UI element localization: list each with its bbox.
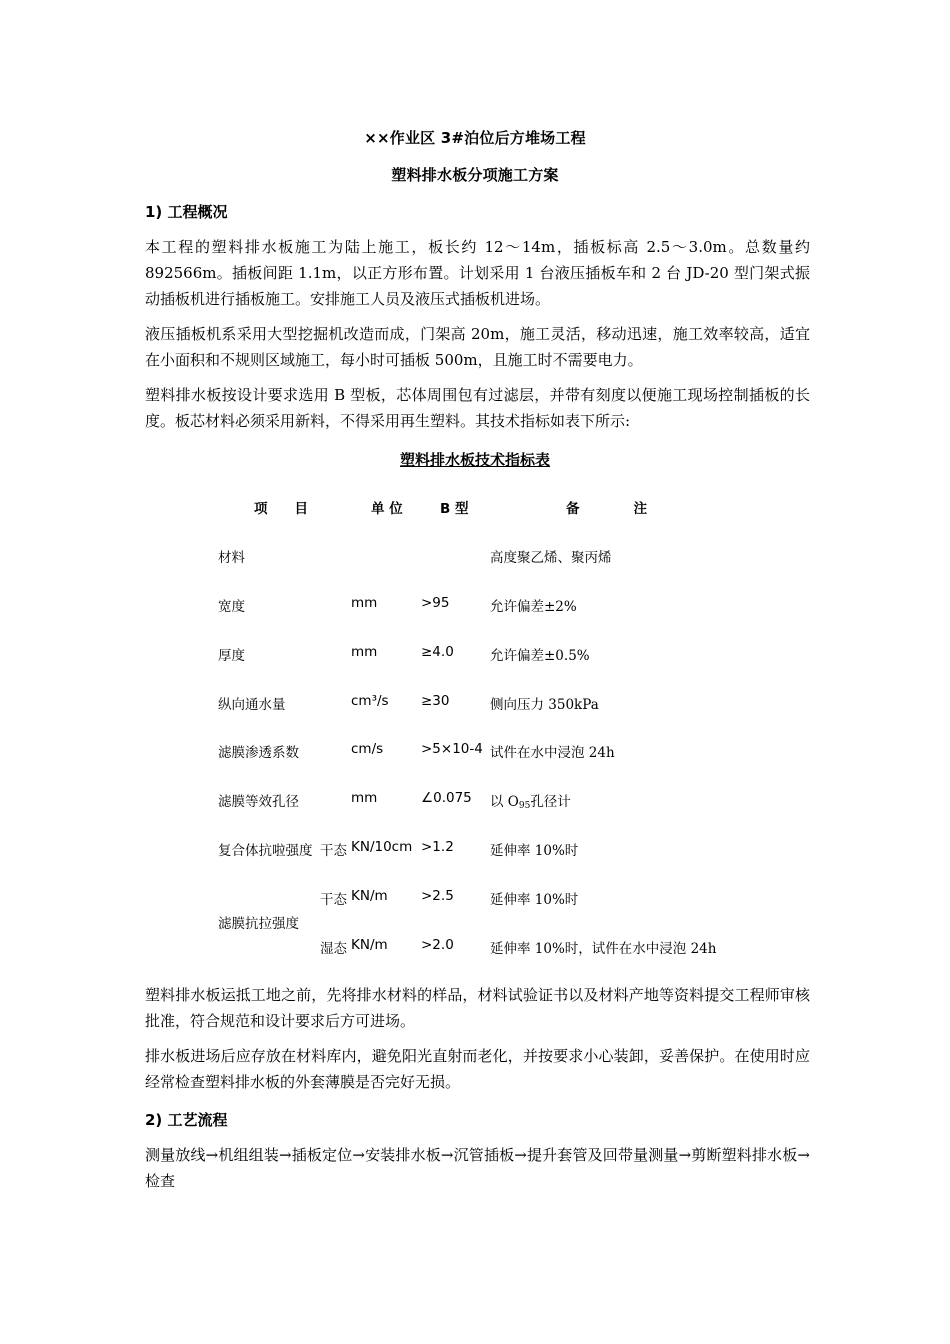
table-cell-value: ≥4.0 [421, 644, 454, 660]
section-heading-process: 2) 工艺流程 [145, 1111, 228, 1129]
table-header-remark: 备 注 [566, 501, 647, 517]
table-cell-remark [490, 790, 571, 811]
table-cell-remark: 侧向压力 350kPa [490, 697, 599, 713]
table-cell-remark: 延伸率 10%时，试件在水中浸泡 24h [490, 941, 717, 957]
table-cell-remark: 延伸率 10%时 [490, 892, 579, 908]
table-cell-value: >95 [421, 595, 450, 611]
paragraph-overview: 本工程的塑料排水板施工为陆上施工，板长约 12～14m，插板标高 2.5～3.0m。总数量约 892566m。插板间距 1.1m，以正方形布置。计划采用 1 台液压插板车和 2 台 JD-20 型门架式振动插板机进行插板施工。安排施工人员及液压式插板机进场。 [145, 238, 810, 308]
table-cell-value: >5×10-4 [421, 741, 483, 757]
table-cell-sub-condition: 湿态 [320, 941, 347, 957]
table-cell-value: ≥30 [421, 693, 450, 709]
table-header-btype: B 型 [440, 501, 469, 517]
table-cell-value: >2.0 [421, 937, 454, 953]
table-cell-unit: mm [351, 644, 378, 660]
table-header-item: 项 目 [254, 501, 308, 517]
table-cell-value: >1.2 [421, 839, 454, 855]
remark-prefix: 以 O [490, 794, 519, 810]
table-cell-item: 复合体抗啦强度 [218, 843, 313, 859]
document-title: ××作业区 3#泊位后方堆场工程 [364, 129, 586, 147]
table-cell-item: 宽度 [218, 599, 245, 615]
table-cell-item: 滤膜抗拉强度 [218, 916, 299, 932]
table-cell-unit: KN/m [351, 888, 388, 904]
table-cell-unit: cm/s [351, 741, 384, 757]
paragraph-material-approval: 塑料排水板运抵工地之前，先将排水材料的样品，材料试验证书以及材料产地等资料提交工程师审核批准，符合规范和设计要求后方可进场。 [145, 986, 810, 1030]
table-cell-remark: 高度聚乙烯、聚丙烯 [490, 550, 612, 566]
table-cell-sub-condition: 干态 [320, 843, 347, 859]
table-cell-unit: cm³/s [351, 693, 389, 709]
table-cell-unit: KN/10cm [351, 839, 413, 855]
table-cell-item: 厚度 [218, 648, 245, 664]
paragraph-storage: 排水板进场后应存放在材料库内，避免阳光直射而老化，并按要求小心装卸，妥善保护。在使用时应经常检查塑料排水板的外套薄膜是否完好无损。 [145, 1047, 810, 1091]
table-cell-remark: 允许偏差±2% [490, 599, 577, 615]
table-cell-item: 滤膜渗透系数 [218, 745, 299, 761]
table-cell-unit: mm [351, 790, 378, 806]
table-cell-sub-condition: 干态 [320, 892, 347, 908]
remark-suffix: 孔径计 [530, 794, 571, 810]
table-cell-unit: mm [351, 595, 378, 611]
document-subtitle: 塑料排水板分项施工方案 [391, 166, 559, 184]
remark-subscript: 95 [518, 801, 531, 811]
table-cell-value: >2.5 [421, 888, 454, 904]
paragraph-board-type: 塑料排水板按设计要求选用 B 型板，芯体周围包有过滤层，并带有刻度以便施工现场控制插板的长度。板芯材料必须采用新料，不得采用再生塑料。其技术指标如表下所示: [145, 386, 810, 430]
table-cell-item: 纵向通水量 [218, 697, 286, 713]
paragraph-process-flow: 测量放线→机组组装→插板定位→安装排水板→沉管插板→提升套管及回带量测量→剪断塑料排水板→检查 [145, 1146, 810, 1190]
table-cell-unit: KN/m [351, 937, 388, 953]
table-cell-remark: 允许偏差±0.5% [490, 648, 590, 664]
table-title: 塑料排水板技术指标表 [399, 451, 550, 469]
section-heading-overview: 1) 工程概况 [145, 203, 228, 221]
table-cell-remark: 延伸率 10%时 [490, 843, 579, 859]
table-cell-remark: 试件在水中浸泡 24h [490, 745, 615, 761]
table-cell-value: ∠0.075 [421, 790, 472, 806]
paragraph-hydraulic-machine: 液压插板机系采用大型挖掘机改造而成，门架高 20m，施工灵活，移动迅速，施工效率较高，适宜在小面积和不规则区域施工，每小时可插板 500m，且施工时不需要电力。 [145, 325, 810, 369]
table-cell-item: 滤膜等效孔径 [218, 794, 299, 810]
table-header-unit: 单 位 [371, 501, 403, 517]
table-cell-item: 材料 [218, 550, 245, 566]
